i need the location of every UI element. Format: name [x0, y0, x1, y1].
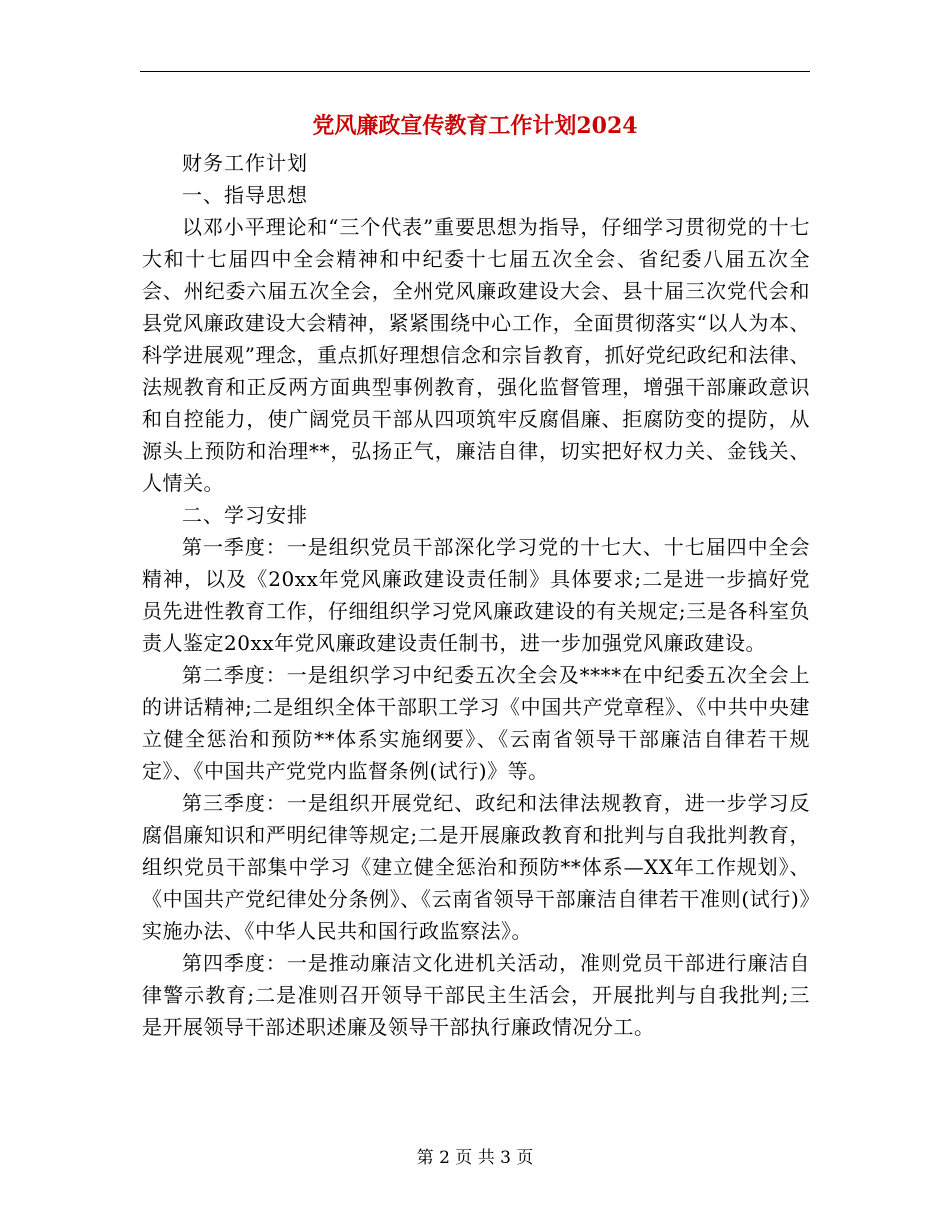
body-paragraph-q2: 第二季度：一是组织学习中纪委五次全会及****在中纪委五次全会上的讲话精神;二是组织全体干部职工学习《中国共产党章程》、《中共中央建立健全惩治和预防**体系实施纲要》、《云南省领导干部廉洁自律若干规定》、《中国共产党党内监督条例(试行)》等。: [142, 663, 810, 783]
body-paragraph-q4: 第四季度：一是推动廉洁文化进机关活动，准则党员干部进行廉洁自律警示教育;二是准则召开领导干部民主生活会，开展批判与自我批判;三是开展领导干部述职述廉及领导干部执行廉政情况分工。: [142, 951, 810, 1039]
body-paragraph-guiding-ideology: 以邓小平理论和“三个代表”重要思想为指导，仔细学习贯彻党的十七大和十七届四中全会精神和中纪委十七届五次全会、省纪委八届五次全会、州纪委六届五次全会，全州党风廉政建设大会、县十届三次党代会和县党风廉政建设大会精神，紧紧围绕中心工作，全面贯彻落实“以人为本、科学进展观”理念，重点抓好理想信念和宗旨教育，抓好党纪政纪和法律、法规教育和正反两方面典型事例教育，强化监督管理，增强干部廉政意识和自控能力，使广阔党员干部从四项筑牢反腐倡廉、拒腐防变的提防，从源头上预防和治理**，弘扬正气，廉洁自律，切实把好权力关、金钱关、人情关。: [142, 215, 810, 495]
section-heading-guiding-ideology: 一、指导思想: [182, 183, 308, 207]
subtitle-paragraph: 财务工作计划: [182, 151, 308, 175]
section-heading-study-arrangement: 二、学习安排: [182, 503, 308, 527]
body-paragraph-q1: 第一季度：一是组织党员干部深化学习党的十七大、十七届四中全会精神，以及《20xx年党风廉政建设责任制》具体要求;二是进一步搞好党员先进性教育工作，仔细组织学习党风廉政建设的有关规定;三是各科室负责人鉴定20xx年党风廉政建设责任制书，进一步加强党风廉政建设。: [142, 535, 810, 655]
body-paragraph-q3: 第三季度：一是组织开展党纪、政纪和法律法规教育，进一步学习反腐倡廉知识和严明纪律等规定;二是开展廉政教育和批判与自我批判教育，组织党员干部集中学习《建立健全惩治和预防**体系—XX年工作规划》、《中国共产党纪律处分条例》、《云南省领导干部廉洁自律若干准则(试行)》实施办法、《中华人民共和国行政监察法》。: [142, 791, 810, 943]
document-title: 党风廉政宣传教育工作计划2024: [312, 113, 638, 139]
document-body: [142, 147, 810, 1043]
header-rule: [140, 71, 810, 72]
page-number-footer: 第 2 页 共 3 页: [416, 1148, 534, 1168]
